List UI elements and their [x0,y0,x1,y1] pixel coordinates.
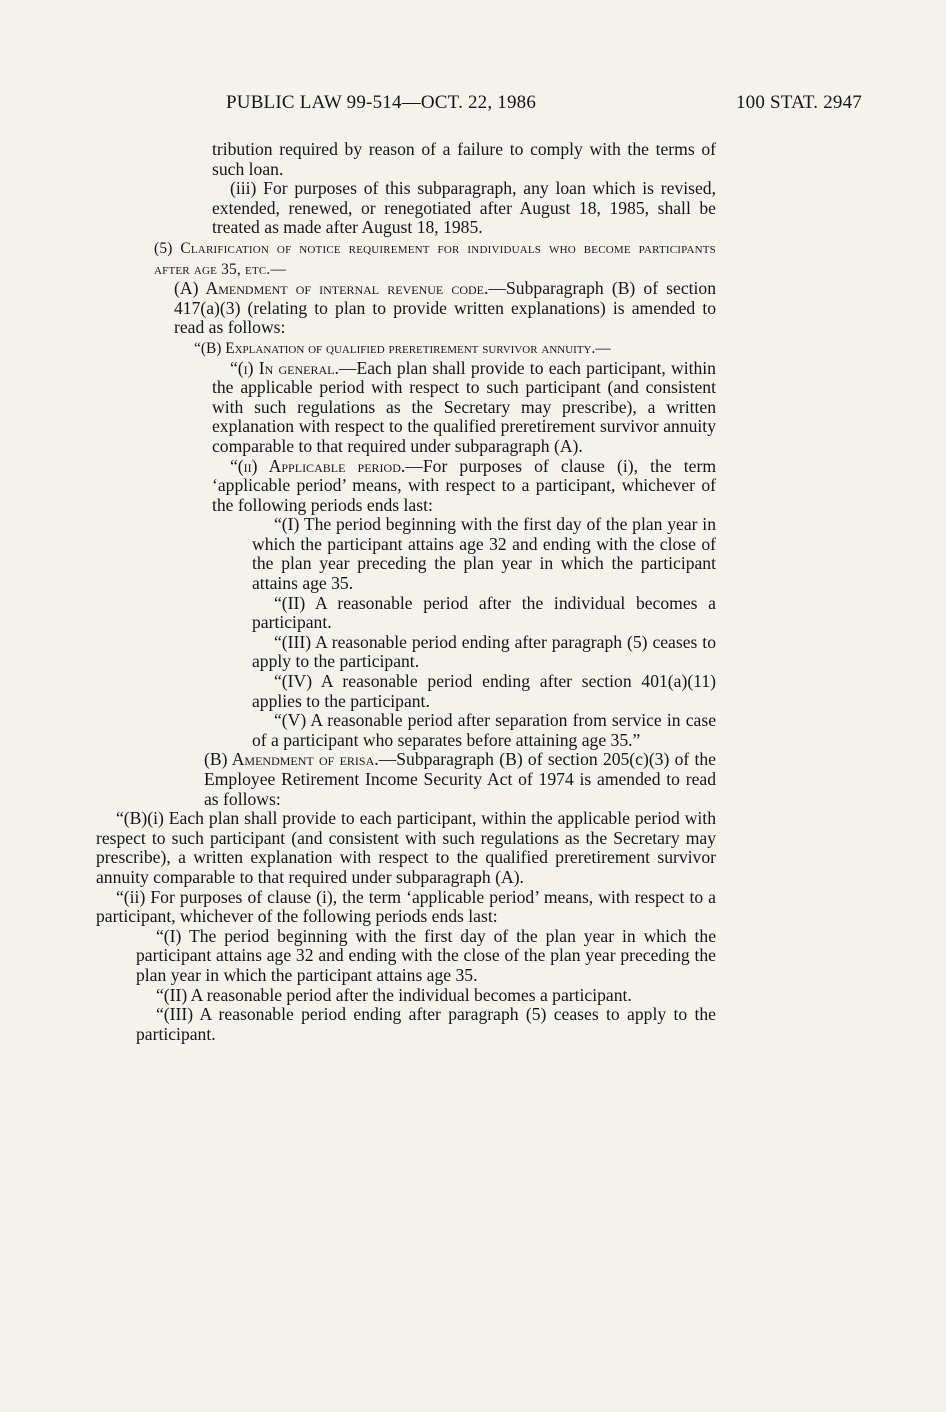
quoted-I: “(I) The period beginning with the first day of the plan year in which the participant attains age 32 and ending with the close of the plan year preceding the plan year in which the participant attains age 35. [136,925,716,985]
paragraph-b-explanation-heading [174,338,716,359]
paragraph-b-erisa-heading: (B) Amendment of erisa. [204,749,379,770]
paragraph-i-text: —Each plan shall provide to each participant, within the applicable period with respect to such participant (and consistent with such regulations as the Secretary may prescribe), a written explanation with respect to the qualified preretirement survivor annuity comparable to that required under subparagraph (A). [212,357,716,456]
paragraph-ii-heading: “(ii) Applicable period. [230,455,406,476]
paragraph-5-heading [96,238,716,279]
subclause-II: “(II) A reasonable period after the individual becomes a participant. [252,592,716,633]
quoted-ii: “(ii) For purposes of clause (i), the term ‘applicable period’ means, with respect to a participant, whichever of the following periods ends last: [96,886,716,927]
quoted-II: “(II) A reasonable period after the individual becomes a participant. [156,984,632,1005]
paragraph-ii-applicable-period [212,457,716,516]
quoted-III: “(III) A reasonable period ending after paragraph (5) ceases to apply to the participant. [136,1004,716,1044]
paragraph-a-heading: (A) Amendment of internal revenue code. [174,278,489,299]
paragraph-i-heading: “(i) In general. [230,357,339,378]
paragraph-ii-text: —For purposes of clause (i), the term ‘applicable period’ means, with respect to a participant, whichever of the following periods ends last: [212,455,716,515]
paragraph-i-in-general [212,359,716,457]
header-stat-page: 100 STAT. 2947 [735,92,862,113]
subclause-III: “(III) A reasonable period ending after paragraph (5) ceases to apply to the participant. [252,631,716,672]
paragraph-loan-continuation: tribution required by reason of a failure to comply with the terms of such loan. [212,139,716,179]
quoted-b-i: “(B)(i) Each plan shall provide to each participant, within the applicable period with respect to such participant (and consistent with such regulations as the Secretary may prescribe), a written explanation with respect to the qualified preretirement survivor annuity comparable to that required under subparagraph (A). [96,808,716,887]
paragraph-a-amendment-irc [174,279,716,338]
paragraph-iii: (iii) For purposes of this subparagraph, any loan which is revised, extended, renewed, or renegotiated after August 18, 1985, shall be treated as made after August 18, 1985. [212,178,716,238]
subclause-I: “(I) The period beginning with the first day of the plan year in which the participant attains age 32 and ending with the close of the plan year preceding the plan year in which the participant attains age 35. [252,514,716,594]
paragraph-b-erisa-text: —Subparagraph (B) of section 205(c)(3) of the Employee Retirement Income Security Act of 1974 is amended to read as follows: [204,749,716,809]
paragraph-b-amendment-erisa [204,750,716,809]
document-body [96,140,716,1044]
paragraph-a-text: —Subparagraph (B) of section 417(a)(3) (relating to plan to provide written explanations) is amended to read as follows: [174,278,716,338]
subclause-IV: “(IV) A reasonable period ending after section 401(a)(11) applies to the participant. [252,671,716,711]
header-citation: PUBLIC LAW 99-514—OCT. 22, 1986 [226,92,537,113]
paragraph-b-explanation-heading-text: “(B) Explanation of qualified preretirement survivor annuity.— [194,339,611,357]
subclause-V: “(V) A reasonable period after separation from service in case of a participant who separates before attaining age 35.” [252,710,716,750]
paragraph-5-heading-text: (5) Clarification of notice requirement for individuals who become participants after age 35, etc.— [154,239,716,278]
